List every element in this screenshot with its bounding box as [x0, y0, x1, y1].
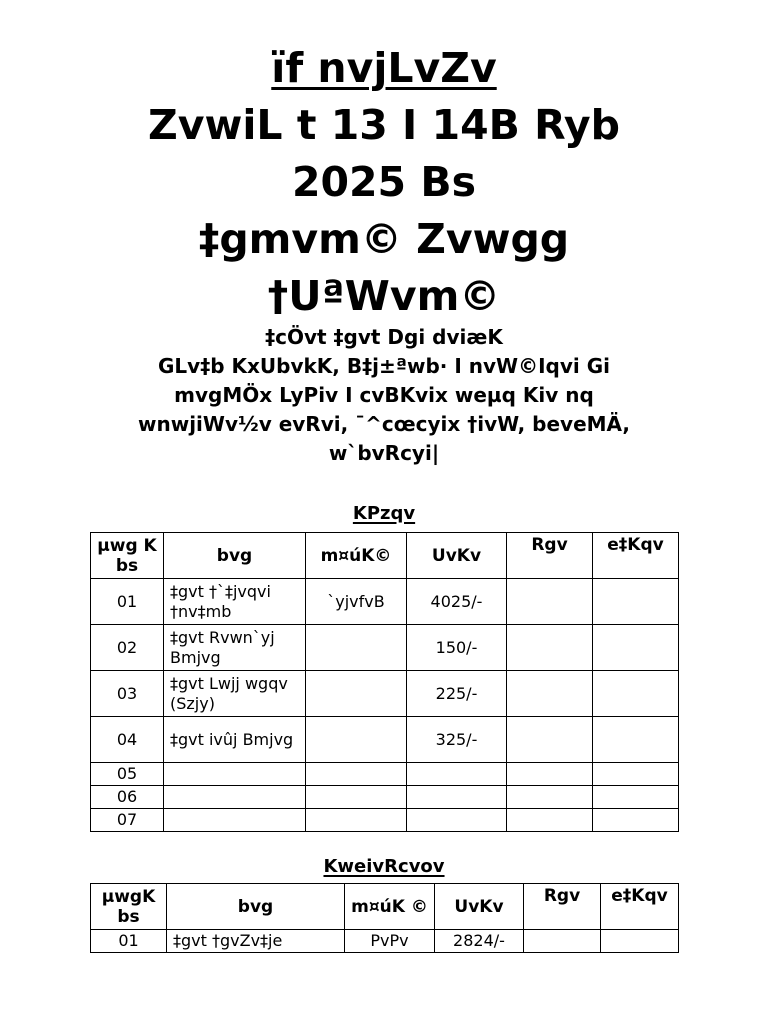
description-line: wnwjiWv½v evRvi, ¯^cœcyix †ivW, beveMÄ, [138, 412, 630, 436]
column-header-due: e‡Kqv [601, 884, 679, 930]
title-line: †UªWvm© [267, 272, 501, 320]
description-line: GLv‡b KxUbvkK, B‡j±ªwb· I nvW©Iqvi Gi [158, 354, 610, 378]
cell-name [164, 786, 306, 809]
column-header-deposit: Rgv [524, 884, 601, 930]
section-heading: KweivRcvov [323, 856, 445, 877]
cell-serial: 04 [91, 717, 164, 763]
cell-serial: 03 [91, 671, 164, 717]
cell-relation [306, 809, 407, 832]
column-header-deposit: Rgv [507, 533, 593, 579]
title-line: ‡gmvm© Zvwgg [198, 215, 570, 263]
cell-name: ‡gvt Lwjj wgqv (Szjy) [164, 671, 306, 717]
title-line: ïf nvjLvZv [271, 44, 497, 92]
section-heading: KPzqv [352, 503, 416, 524]
cell-due [593, 579, 679, 625]
cell-deposit [507, 579, 593, 625]
description-line: mvgMÖx LyPiv I cvBKvix weµq Kiv nq [174, 383, 594, 407]
column-header-relation: m¤úK © [345, 884, 435, 930]
cell-deposit [507, 763, 593, 786]
cell-amount [407, 786, 507, 809]
cell-due [601, 930, 679, 953]
cell-name [164, 763, 306, 786]
table-row [91, 763, 679, 786]
document-title [0, 40, 768, 325]
column-header-name: bvg [167, 884, 345, 930]
table-row [91, 930, 679, 953]
table-header-row [91, 884, 679, 930]
table-row [91, 579, 679, 625]
cell-relation [306, 671, 407, 717]
cell-due [593, 717, 679, 763]
column-header-serial: µwgK bs [91, 884, 167, 930]
cell-due [593, 763, 679, 786]
title-line: ZvwiL t 13 I 14B Ryb [148, 101, 620, 149]
cell-deposit [507, 671, 593, 717]
column-header-due: e‡Kqv [593, 533, 679, 579]
cell-name: ‡gvt †`‡jvqvi †nv‡mb [164, 579, 306, 625]
column-header-serial: µwg K bs [91, 533, 164, 579]
cell-due [593, 786, 679, 809]
cell-amount: 325/- [407, 717, 507, 763]
table-row [91, 717, 679, 763]
cell-amount: 4025/- [407, 579, 507, 625]
cell-relation [306, 786, 407, 809]
business-description [0, 323, 768, 468]
table-row [91, 809, 679, 832]
cell-serial: 07 [91, 809, 164, 832]
table-row [91, 671, 679, 717]
table-row [91, 625, 679, 671]
cell-name: ‡gvt ivûj Bmjvg [164, 717, 306, 763]
cell-deposit [507, 786, 593, 809]
cell-due [593, 809, 679, 832]
cell-serial: 05 [91, 763, 164, 786]
cell-deposit [507, 809, 593, 832]
cell-name: ‡gvt Rvwn`yj Bmjvg [164, 625, 306, 671]
cell-amount: 2824/- [435, 930, 524, 953]
column-header-amount: UvKv [407, 533, 507, 579]
cell-name: ‡gvt †gvZv‡je [167, 930, 345, 953]
ledger-table-2 [90, 883, 679, 953]
description-line: ‡cÖvt ‡gvt Dgi dviæK [265, 325, 503, 349]
cell-relation [306, 625, 407, 671]
column-header-relation: m¤úK© [306, 533, 407, 579]
cell-relation [306, 763, 407, 786]
column-header-name: bvg [164, 533, 306, 579]
description-line: w`bvRcyi| [328, 441, 440, 465]
column-header-amount: UvKv [435, 884, 524, 930]
ledger-table-1 [90, 532, 679, 832]
cell-deposit [507, 717, 593, 763]
cell-due [593, 671, 679, 717]
cell-name [164, 809, 306, 832]
cell-relation: PvPv [345, 930, 435, 953]
cell-amount [407, 809, 507, 832]
title-line: 2025 Bs [291, 158, 477, 206]
cell-amount [407, 763, 507, 786]
cell-amount: 225/- [407, 671, 507, 717]
cell-serial: 06 [91, 786, 164, 809]
cell-due [593, 625, 679, 671]
cell-deposit [524, 930, 601, 953]
cell-serial: 02 [91, 625, 164, 671]
cell-serial: 01 [91, 930, 167, 953]
cell-relation: `yjvfvB [306, 579, 407, 625]
table-row [91, 786, 679, 809]
cell-deposit [507, 625, 593, 671]
cell-serial: 01 [91, 579, 164, 625]
table-header-row [91, 533, 679, 579]
cell-amount: 150/- [407, 625, 507, 671]
cell-relation [306, 717, 407, 763]
